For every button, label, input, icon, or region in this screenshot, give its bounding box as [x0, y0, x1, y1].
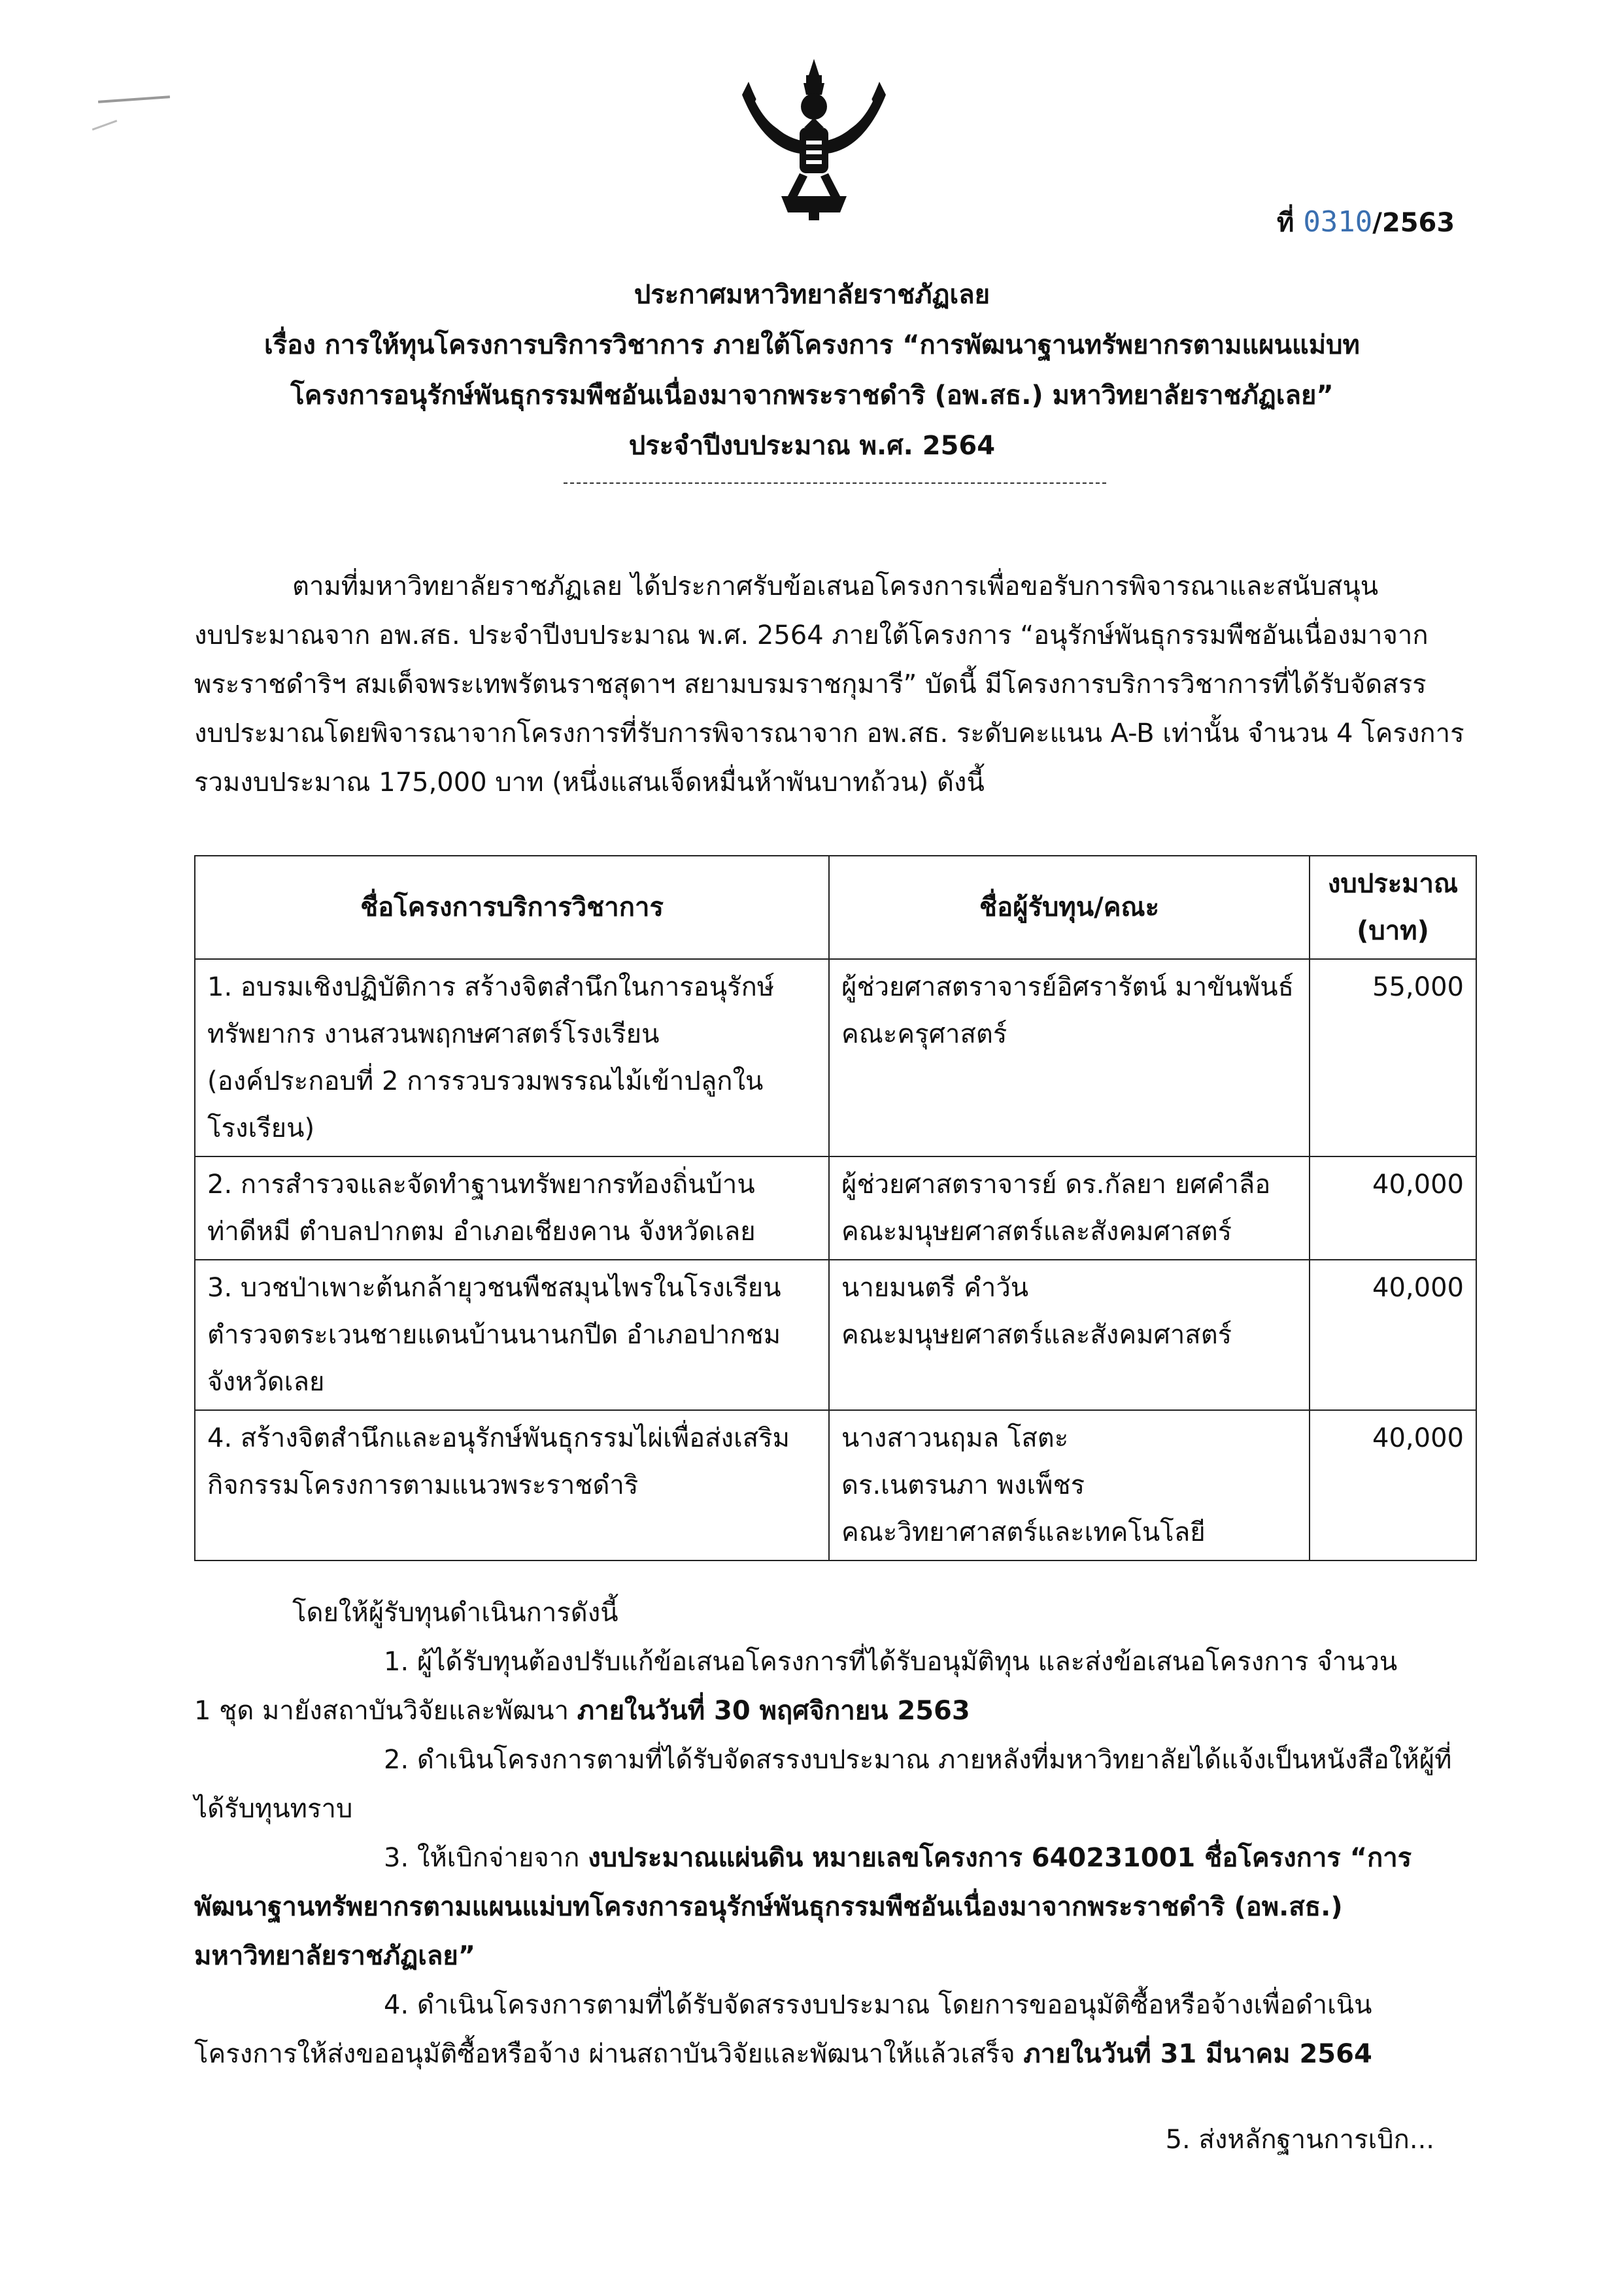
- instruction-2b: ได้รับทุนทราบ: [194, 1794, 353, 1824]
- recipient-line: คณะครุศาสตร์: [841, 1019, 1007, 1049]
- instruction-2a: 2. ดำเนินโครงการตามที่ได้รับจัดสรรงบประมาณ ภายหลังที่มหาวิทยาลัยได้แจ้งเป็นหนังสือให้ผู้ที่: [384, 1745, 1452, 1775]
- table-row: [195, 959, 1476, 1156]
- instruction-3c-bold: มหาวิทยาลัยราชภัฏเลย”: [194, 1941, 476, 1971]
- instruction-4b-text: โครงการให้ส่งขออนุมัติซื้อหรือจ้าง ผ่านสถาบันวิจัยและพัฒนาให้แล้วเสร็จ: [194, 2039, 1024, 2069]
- recipient-line: คณะวิทยาศาสตร์และเทคโนโลยี: [841, 1517, 1206, 1547]
- instructions-lead: โดยให้ผู้รับทุนดำเนินการดังนี้: [292, 1598, 618, 1628]
- intro-line: งบประมาณจาก อพ.สธ. ประจำปีงบประมาณ พ.ศ. 2564 ภายใต้โครงการ “อนุรักษ์พันธุกรรมพืชอันเนื่องมาจาก: [194, 620, 1429, 650]
- continued-text: 5. ส่งหลักฐานการเบิก...: [1165, 2125, 1434, 2155]
- intro-line: ตามที่มหาวิทยาลัยราชภัฏเลย ได้ประกาศรับข้อเสนอโครงการเพื่อขอรับการพิจารณาและสนับสนุน: [292, 571, 1379, 601]
- project-cell: [195, 1410, 829, 1560]
- project-cell: [195, 1260, 829, 1410]
- project-line: (องค์ประกอบที่ 2 การรวบรวมพรรณไม้เข้าปลูกใน: [207, 1066, 764, 1096]
- header-budget-l2: (บาท): [1357, 916, 1429, 946]
- instruction-3a-text: 3. ให้เบิกจ่ายจาก: [384, 1843, 588, 1873]
- header-budget-l1: งบประมาณ: [1327, 869, 1459, 899]
- budget-cell: 40,000: [1310, 1260, 1476, 1410]
- recipient-line: ผู้ช่วยศาสตราจารย์ ดร.กัลยา ยศคำลือ: [841, 1170, 1271, 1200]
- budget-cell: 40,000: [1310, 1156, 1476, 1260]
- subject-line-3: ประจำปีงบประมาณ พ.ศ. 2564: [628, 431, 996, 461]
- instruction-3c: [194, 1932, 1476, 1981]
- intro-line: งบประมาณโดยพิจารณาจากโครงการที่รับการพิจารณาจาก อพ.สธ. ระดับคะแนน A-B เท่านั้น จำนวน 4 โครงการ: [194, 718, 1464, 749]
- project-line: ท่าดีหมี ตำบลปากตม อำเภอเชียงคาน จังหวัดเลย: [207, 1217, 756, 1247]
- header-recipient: ชื่อผู้รับทุน/คณะ: [829, 856, 1310, 959]
- instruction-3b-bold: พัฒนาฐานทรัพยากรตามแผนแม่บทโครงการอนุรักษ์พันธุกรรมพืชอันเนื่องมาจากพระราชดำริ (อพ.สธ.): [194, 1892, 1343, 1922]
- header-project: ชื่อโครงการบริการวิชาการ: [195, 856, 829, 959]
- header-budget: [1310, 856, 1476, 959]
- intro-paragraph: [194, 562, 1476, 807]
- budget-cell: 40,000: [1310, 1410, 1476, 1560]
- recipient-cell: [829, 1410, 1310, 1560]
- garuda-emblem-icon: [736, 56, 892, 222]
- subject-line-1: เรื่อง การให้ทุนโครงการบริการวิชาการ ภายใต้โครงการ “การพัฒนาฐานทรัพยากรตามแผนแม่บท: [264, 330, 1360, 360]
- project-line: 4. สร้างจิตสำนึกและอนุรักษ์พันธุกรรมไผ่เพื่อส่งเสริม: [207, 1423, 790, 1453]
- recipient-line: นางสาวนฤมล โสตะ: [841, 1423, 1069, 1453]
- recipient-line: คณะมนุษยศาสตร์และสังคมศาสตร์: [841, 1217, 1232, 1247]
- instructions: [194, 1589, 1476, 2079]
- divider: [564, 482, 1106, 484]
- doc-number-handwritten: 0310: [1303, 205, 1373, 239]
- instruction-1b-text: 1 ชุด มายังสถาบันวิจัยและพัฒนา: [194, 1696, 577, 1726]
- project-cell: [195, 1156, 829, 1260]
- project-line: 2. การสำรวจและจัดทำฐานทรัพยากรท้องถิ่นบ้าน: [207, 1170, 755, 1200]
- recipient-line: คณะมนุษยศาสตร์และสังคมศาสตร์: [841, 1320, 1232, 1350]
- instruction-3b: [194, 1883, 1476, 1932]
- instruction-4a: 4. ดำเนินโครงการตามที่ได้รับจัดสรรงบประมาณ โดยการขออนุมัติซื้อหรือจ้างเพื่อดำเนิน: [384, 1990, 1372, 2020]
- project-line: จังหวัดเลย: [207, 1367, 325, 1397]
- instruction-1a: 1. ผู้ได้รับทุนต้องปรับแก้ข้อเสนอโครงการที่ได้รับอนุมัติทุน และส่งข้อเสนอโครงการ จำนวน: [384, 1647, 1398, 1677]
- announcement-org: ประกาศมหาวิทยาลัยราชภัฏเลย: [634, 280, 990, 310]
- doc-number-prefix: ที่: [1277, 208, 1294, 238]
- recipient-cell: [829, 1156, 1310, 1260]
- subject-line-2: โครงการอนุรักษ์พันธุกรรมพืชอันเนื่องมาจากพระราชดำริ (อพ.สธ.) มหาวิทยาลัยราชภัฏเลย”: [290, 380, 1334, 411]
- table-row: [195, 1260, 1476, 1410]
- document-number: [1277, 201, 1455, 243]
- instruction-1b: [194, 1687, 1476, 1736]
- project-line: 1. อบรมเชิงปฏิบัติการ สร้างจิตสำนึกในการอนุรักษ์: [207, 972, 775, 1002]
- scan-mark: [98, 95, 170, 103]
- project-line: โรงเรียน): [207, 1113, 315, 1143]
- recipient-line: นายมนตรี คำวัน: [841, 1273, 1029, 1303]
- scan-mark: [92, 120, 118, 130]
- doc-number-suffix: /2563: [1372, 208, 1455, 238]
- budget-cell: 55,000: [1310, 959, 1476, 1156]
- recipient-cell: [829, 959, 1310, 1156]
- recipient-line: ผู้ช่วยศาสตราจารย์อิศรารัตน์ มาขันพันธ์: [841, 972, 1294, 1002]
- instruction-3a: [194, 1834, 1476, 1883]
- project-line: ตำรวจตระเวนชายแดนบ้านนานกปีด อำเภอปากชม: [207, 1320, 781, 1350]
- table-row: [195, 1156, 1476, 1260]
- recipient-line: ดร.เนตรนภา พงเพ็ชร: [841, 1470, 1085, 1500]
- recipient-cell: [829, 1260, 1310, 1410]
- project-cell: [195, 959, 829, 1156]
- instruction-1b-deadline: ภายในวันที่ 30 พฤศจิกายน 2563: [577, 1696, 970, 1726]
- project-line: 3. บวชป่าเพาะต้นกล้ายุวชนพืชสมุนไพรในโรงเรียน: [207, 1273, 781, 1303]
- intro-line: พระราชดำริฯ สมเด็จพระเทพรัตนราชสุดาฯ สยามบรมราชกุมารี” บัดนี้ มีโครงการบริการวิชาการที่ได้รับจัดสรร: [194, 669, 1427, 700]
- intro-line: รวมงบประมาณ 175,000 บาท (หนึ่งแสนเจ็ดหมื่นห้าพันบาทถ้วน) ดังนี้: [194, 767, 985, 798]
- project-line: ทรัพยากร งานสวนพฤกษศาสตร์โรงเรียน: [207, 1019, 660, 1049]
- instruction-3a-bold: งบประมาณแผ่นดิน หมายเลขโครงการ 640231001 ชื่อโครงการ “การ: [588, 1843, 1412, 1873]
- project-line: กิจกรรมโครงการตามแนวพระราชดำริ: [207, 1470, 639, 1500]
- table-row: [195, 1410, 1476, 1560]
- instruction-4b-deadline: ภายในวันที่ 31 มีนาคม 2564: [1023, 2039, 1372, 2069]
- table-header-row: [195, 856, 1476, 959]
- instruction-4b: [194, 2030, 1476, 2079]
- grant-table: [194, 855, 1477, 1561]
